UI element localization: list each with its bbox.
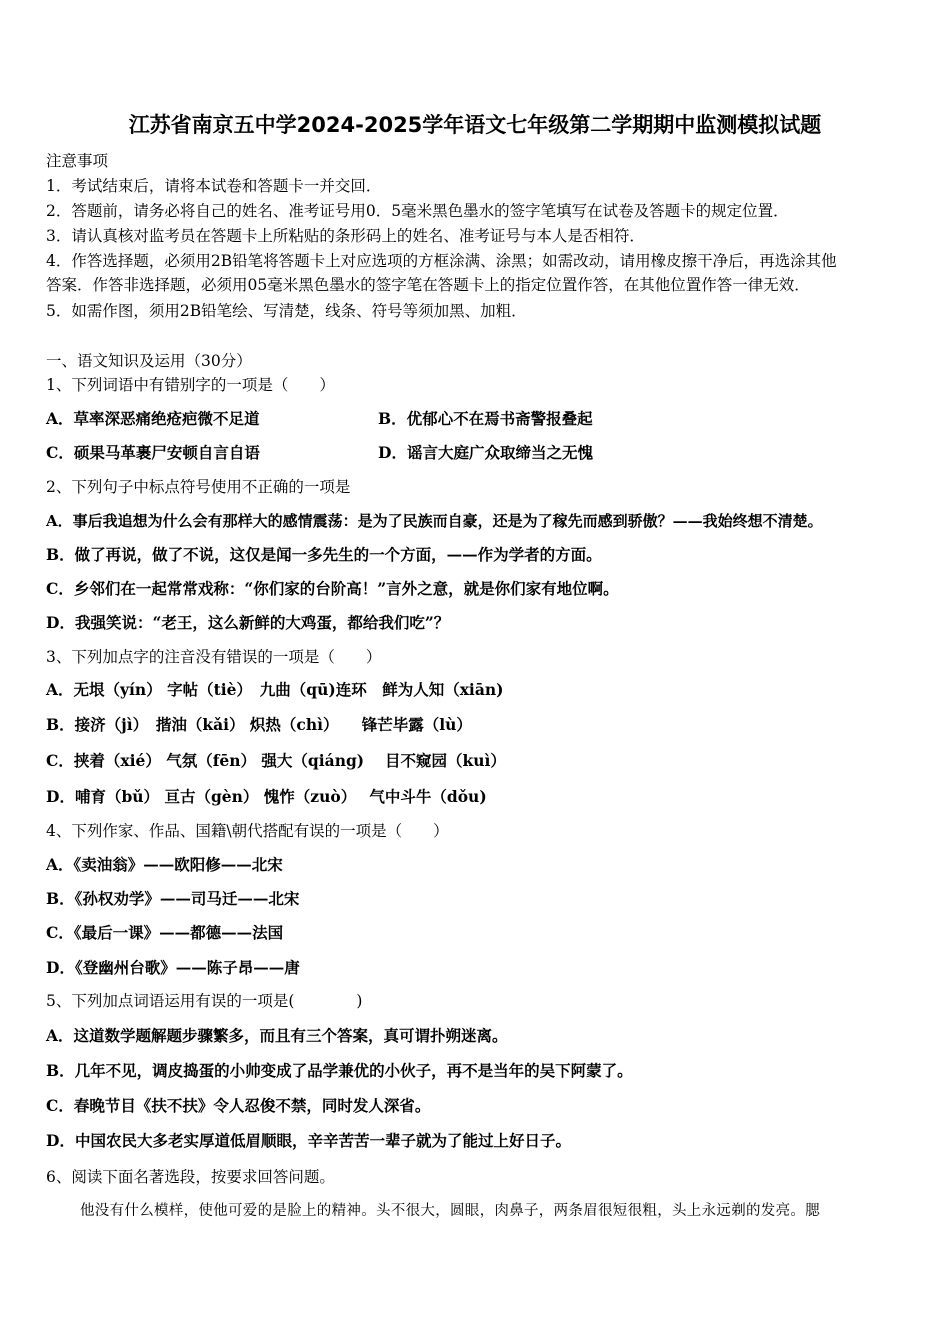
notice-item: 答案．作答非选择题，必须用05毫米黑色墨水的签字笔在答题卡上的指定位置作答，在其他位置作答一律无效． — [46, 276, 810, 294]
option: A．事后我追想为什么会有那样大的感情震荡：是为了民族而自豪，还是为了稼先而感到骄傲？——我始终想不清楚。 — [46, 512, 823, 530]
option: D．哺育（bǔ） 亘古（gèn） 愧怍（zuò） 气中斗牛（dǒu) — [46, 787, 487, 806]
notice-item: 1．考试结束后，请将本试卷和答题卡一并交回． — [46, 177, 382, 195]
notice-item: 4．作答选择题，必须用2B铅笔将答题卡上对应选项的方框涂满、涂黑；如需改动，请用橡皮擦干净后，再选涂其他 — [46, 252, 837, 270]
question-stem: 5、下列加点词语运用有误的一项是( ) — [46, 992, 363, 1010]
option: D．中国农民大多老实厚道低眉顺眼，辛辛苦苦一辈子就为了能过上好日子。 — [46, 1131, 571, 1150]
option: A．草率深恶痛绝疮疤微不足道 — [46, 409, 260, 428]
option: D．我强笑说：“老王，这么新鲜的大鸡蛋，都给我们吃”？ — [46, 613, 450, 632]
question-stem: 1、下列词语中有错别字的一项是（ ） — [46, 376, 335, 394]
option: A．无垠（yín） 字帖（tiè） 九曲（qū)连环 鲜为人知（xiān) — [46, 680, 504, 699]
option: B．接济（jì） 揩油（kǎi） 炽热（chì） 锋芒毕露（lù） — [46, 715, 472, 734]
question-stem: 3、下列加点字的注音没有错误的一项是（ ） — [46, 648, 382, 666]
option: B．优郁心不在焉书斋警报叠起 — [378, 409, 593, 428]
option: B．做了再说，做了不说，这仅是闻一多先生的一个方面，——作为学者的方面。 — [46, 545, 602, 564]
page-title: 江苏省南京五中学2024-2025学年语文七年级第二学期期中监测模拟试题 — [128, 113, 822, 137]
option: D．《登幽州台歌》——陈子昂——唐 — [46, 958, 300, 977]
option: C．挟着（xié） 气氛（fēn） 强大（qiáng) 目不窥园（kuì） — [46, 751, 506, 770]
option: D．谣言大庭广众取缔当之无愧 — [378, 443, 593, 462]
notice-item: 3．请认真核对监考员在答题卡上所粘贴的条形码上的姓名、准考证号与本人是否相符． — [46, 227, 645, 245]
option: C．《最后一课》——都德——法国 — [46, 923, 284, 942]
question-stem: 4、下列作家、作品、国籍\朝代搭配有误的一项是（ ） — [46, 822, 449, 840]
option: B．《孙权劝学》——司马迁——北宋 — [46, 889, 300, 908]
option: A．《卖油翁》——欧阳修——北宋 — [46, 855, 283, 874]
option: C．硕果马革裹尸安顿自言自语 — [46, 443, 260, 462]
question-stem: 2、下列句子中标点符号使用不正确的一项是 — [46, 478, 351, 496]
section-heading: 一、语文知识及运用（30分） — [46, 352, 252, 370]
reading-passage: 他没有什么模样，使他可爱的是脸上的精神。头不很大，圆眼，肉鼻子，两条眉很短很粗，头上永远剃的发亮。腮 — [80, 1203, 820, 1219]
question-stem: 6、阅读下面名著选段，按要求回答问题。 — [46, 1168, 335, 1186]
notice-heading: 注意事项 — [46, 152, 109, 170]
notice-item: 5．如需作图，须用2B铅笔绘、写清楚，线条、符号等须加黑、加粗． — [46, 302, 527, 320]
option: A．这道数学题解题步骤繁多，而且有三个答案，真可谓扑朔迷离。 — [46, 1026, 508, 1045]
notice-item: 2．答题前，请务必将自己的姓名、准考证号用0．5毫米黑色墨水的签字笔填写在试卷及答题卡的规定位置． — [46, 202, 789, 220]
option: B．几年不见，调皮捣蛋的小帅变成了品学兼优的小伙子，再不是当年的吴下阿蒙了。 — [46, 1061, 633, 1080]
option: C．乡邻们在一起常常戏称：“你们家的台阶高！”言外之意，就是你们家有地位啊。 — [46, 579, 619, 598]
option: C．春晚节目《扶不扶》令人忍俊不禁，同时发人深省。 — [46, 1096, 431, 1115]
